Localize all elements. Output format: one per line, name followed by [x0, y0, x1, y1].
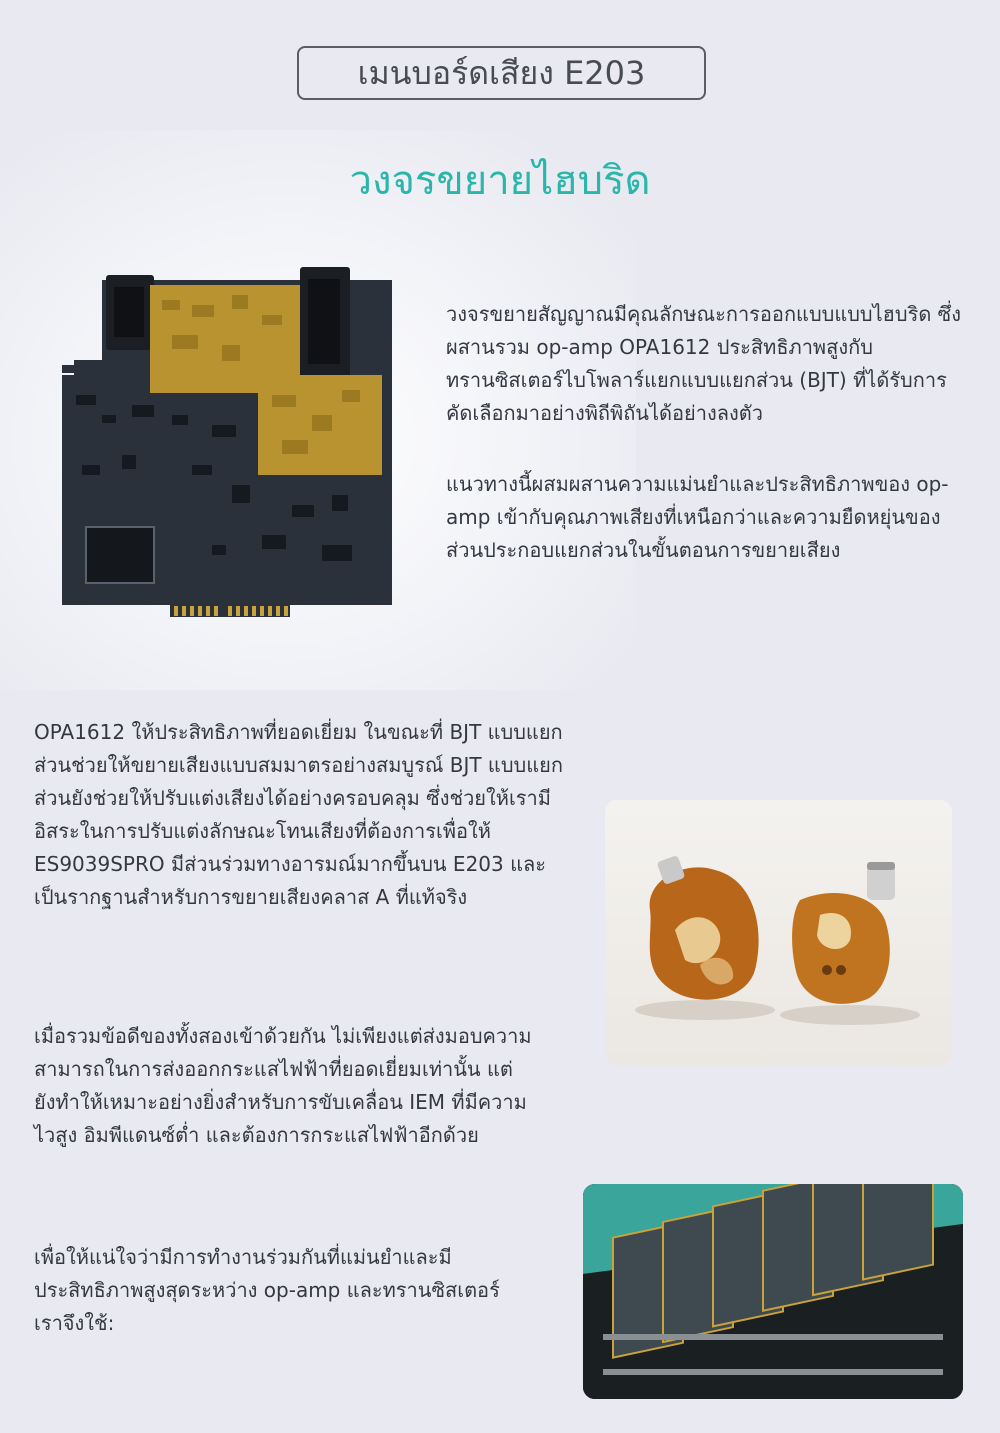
page-title: เมนบอร์ดเสียง E203	[297, 46, 706, 100]
paragraph-hybrid-design: วงจรขยายสัญญาณมีคุณลักษณะการออกแบบแบบไฮบริด ซึ่งผสานรวม op-amp OPA1612 ประสิทธิภาพสูงกับทรานซิสเตอร์ไบโพลาร์แยกแบบแยกส่วน (BJT) ที่ได้รับการคัดเลือกมาอย่างพิถีพิถันได้อย่างลงตัว	[446, 302, 961, 425]
paragraph-precision: แนวทางนี้ผสมผสานความแม่นยำและประสิทธิภาพของ op-amp เข้ากับคุณภาพเสียงที่เหนือกว่าและความยืดหยุ่นของส่วนประกอบแยกส่วนในขั้นตอนการขยายเสียง	[446, 472, 949, 562]
paragraph-opa1612: OPA1612 ให้ประสิทธิภาพที่ยอดเยี่ยม ในขณะที่ BJT แบบแยกส่วนช่วยให้ขยายเสียงแบบสมมาตรอย่างสมบูรณ์ BJT แบบแยกส่วนยังช่วยให้ปรับแต่งเสียงได้อย่างครอบคลุม ซึ่งช่วยให้เรามีอิสระในการปรับแต่งลักษณะโทนเสียงที่ต้องการเพื่อให้ ES9039SPRO มีส่วนร่วมทางอารมณ์มากขึ้นบน E203 และเป็นรากฐานสำหรับการขยายเสียงคลาส A ที่แท้จริง	[34, 720, 563, 909]
paragraph-we-use: เพื่อให้แน่ใจว่ามีการทำงานร่วมกันที่แม่นยำและมีประสิทธิภาพสูงสุดระหว่าง op-amp และทรานซิสเตอร์ เราจึงใช้:	[34, 1245, 500, 1335]
factory-boards-image	[583, 1184, 963, 1399]
pcb-board-image	[62, 265, 392, 617]
paragraph-combined-advantages: เมื่อรวมข้อดีของทั้งสองเข้าด้วยกัน ไม่เพียงแต่ส่งมอบความสามารถในการส่งออกกระแสไฟฟ้าที่ยอดเยี่ยมเท่านั้น แต่ยังทำให้เหมาะอย่างยิ่งสำหรับการขับเคลื่อน IEM ที่มีความไวสูง อิมพีแดนซ์ต่ำ และต้องการกระแสไฟฟ้าอีกด้วย	[34, 1024, 532, 1147]
iem-earphones-image	[605, 800, 952, 1065]
section-heading: วงจรขยายไฮบริด	[349, 158, 651, 204]
